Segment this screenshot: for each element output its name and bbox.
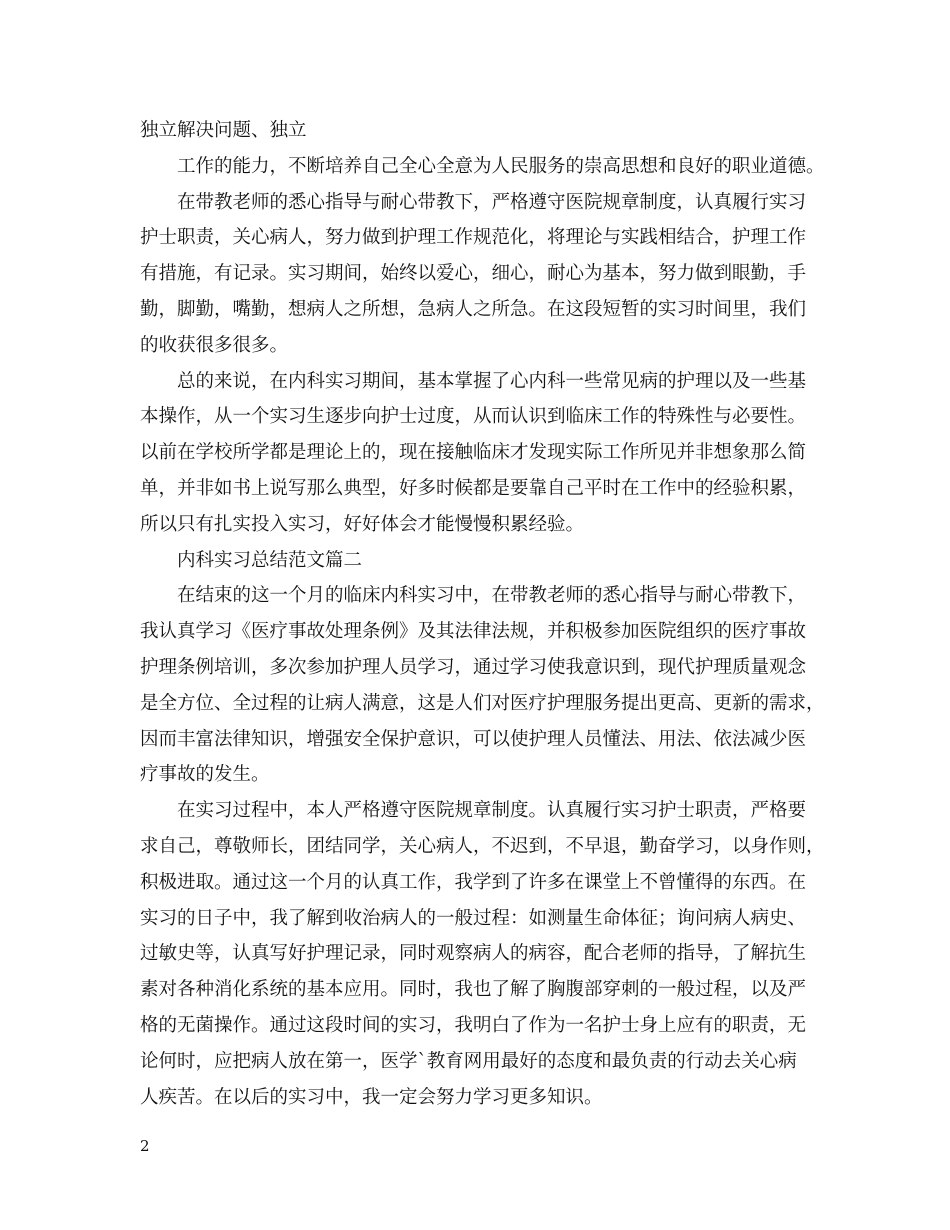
text-line: 护理条例培训，多次参加护理人员学习，通过学习使我意识到，现代护理质量观念	[140, 656, 807, 678]
text-line: 是全方位、全过程的让病人满意，这是人们对医疗护理服务提出更高、更新的需求，	[140, 692, 825, 714]
text-line: 的收获很多很多。	[140, 334, 289, 356]
text-line: 有措施，有记录。实习期间，始终以爱心，细心，耐心为基本，努力做到眼勤，手	[140, 263, 807, 285]
text-line: 人疾苦。在以后的实习中，我一定会努力学习更多知识。	[140, 1086, 603, 1108]
text-line: 本操作，从一个实习生逐步向护士过度，从而认识到临床工作的特殊性与必要性。	[140, 406, 807, 428]
page-number: 2	[140, 1137, 150, 1155]
text-line: 勤，脚勤，嘴勤，想病人之所想，急病人之所急。在这段短暂的实习时间里，我们	[140, 298, 807, 320]
document-body	[140, 113, 825, 1115]
text-line: 护士职责，关心病人，努力做到护理工作规范化，将理论与实践相结合，护理工作	[140, 227, 807, 249]
text-line: 独立解决问题、独立	[140, 120, 307, 141]
text-line: 单，并非如书上说写那么典型，好多时候都是要靠自己平时在工作中的经验积累，	[140, 477, 807, 499]
text-line: 我认真学习《医疗事故处理条例》及其法律法规，并积极参加医院组织的医疗事故	[140, 621, 807, 643]
text-line: 以前在学校所学都是理论上的，现在接触临床才发现实际工作所见并非想象那么简	[140, 442, 807, 464]
text-line: 工作的能力，不断培养自己全心全意为人民服务的崇高思想和良好的职业道德。	[177, 155, 825, 177]
text-line: 过敏史等，认真写好护理记录，同时观察病人的病容，配合老师的指导，了解抗生	[140, 943, 807, 965]
text-line: 积极进取。通过这一个月的认真工作，我学到了许多在课堂上不曾懂得的东西。在	[140, 871, 807, 893]
text-line: 在实习过程中，本人严格遵守医院规章制度。认真履行实习护士职责，严格要	[177, 800, 807, 822]
text-line: 求自己，尊敬师长，团结同学，关心病人，不迟到，不早退，勤奋学习，以身作则，	[140, 835, 825, 857]
text-line: 素对各种消化系统的基本应用。同时，我也了解了胸腹部穿刺的一般过程，以及严	[140, 979, 807, 1001]
text-line: 疗事故的发生。	[140, 764, 270, 786]
text-line: 在结束的这一个月的临床内科实习中，在带教老师的悉心指导与耐心带教下，	[177, 585, 807, 607]
text-line: 在带教老师的悉心指导与耐心带教下，严格遵守医院规章制度，认真履行实习	[177, 191, 807, 213]
text-line: 论何时，应把病人放在第一，医学`教育网用最好的态度和最负责的行动去关心病	[140, 1050, 797, 1072]
text-line: 格的无菌操作。通过这段时间的实习，我明白了作为一名护士身上应有的职责，无	[140, 1014, 807, 1036]
text-line: 实习的日子中，我了解到收治病人的一般过程：如测量生命体征；询问病人病史、	[140, 907, 807, 929]
text-line: 所以只有扎实投入实习，好好体会才能慢慢积累经验。	[140, 513, 585, 535]
text-line: 内科实习总结范文篇二	[177, 549, 363, 571]
text-line: 总的来说，在内科实习期间，基本掌握了心内科一些常见病的护理以及一些基	[177, 370, 807, 392]
text-line: 因而丰富法律知识，增强安全保护意识，可以使护理人员懂法、用法、依法减少医	[140, 728, 807, 750]
